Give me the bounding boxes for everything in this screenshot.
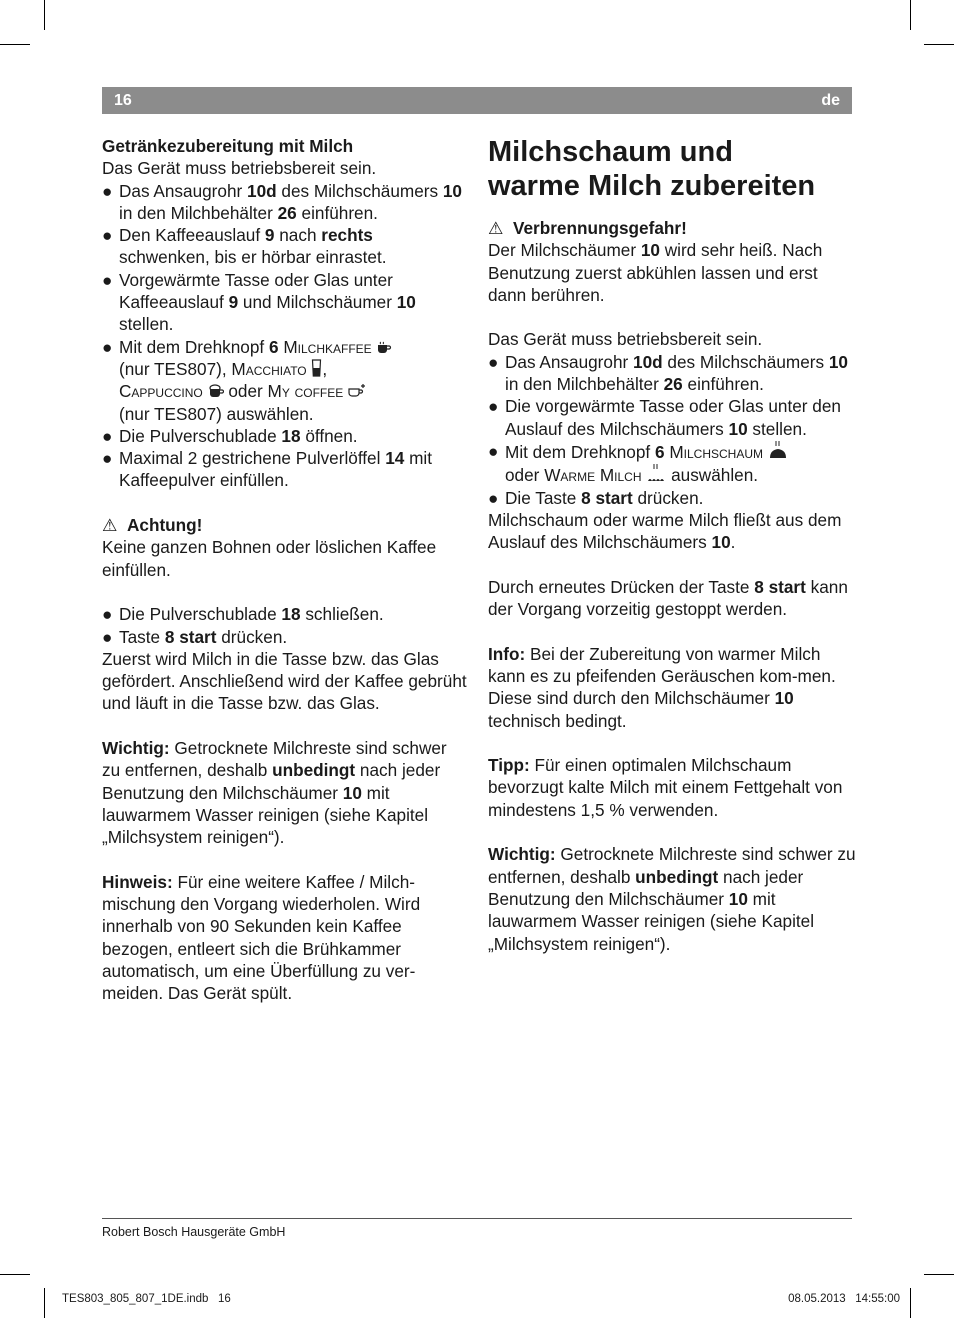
list-item: ● Maximal 2 gestrichene Pulverlöffel 14 mit Kaffeepulver einfüllen. — [102, 448, 433, 491]
bullet-icon: ● — [102, 626, 113, 647]
info-note: Info: Bei der Zubereitung von warmer Milch kann es zu pfeifenden Geräuschen kom-men. Diese sind durch den Milchschäumer 10 technisch bedingt. — [488, 643, 836, 731]
warning-icon: ⚠ — [488, 218, 504, 238]
intro-text: Das Gerät muss betriebsbereit sein. — [102, 158, 377, 179]
warning-icon: ⚠ — [102, 515, 118, 536]
tip-note: Tipp: Für einen optimalen Milchschaum bevorzugt kalte Milch mit einem Fettgehalt von mindestens 1,5 % verwenden. — [488, 755, 843, 820]
crop-mark — [924, 44, 954, 45]
bullet-icon: ● — [102, 448, 113, 469]
bullet-icon: ● — [102, 425, 113, 446]
section-title: Milchschaum und warme Milch zubereiten — [488, 136, 816, 202]
crop-mark — [44, 1288, 45, 1318]
crop-mark — [0, 44, 30, 45]
warning-heading: ⚠ Verbrennungsgefahr! — [488, 218, 687, 238]
warning-text: Der Milchschäumer 10 wird sehr heiß. Nach Benutzung zuerst abkühlen lassen und erst dann berühren. — [488, 240, 823, 305]
page-number: 16 — [114, 92, 132, 109]
macchiato-glass-icon — [311, 359, 322, 377]
bullet-icon: ● — [102, 604, 113, 625]
warm-milk-icon — [646, 463, 666, 483]
bullet-icon: ● — [102, 336, 113, 357]
warning-text: Keine ganzen Bohnen oder löslichen Kaffee einfüllen. — [102, 537, 437, 580]
stop-text: Durch erneutes Drücken der Taste 8 start kann der Vorgang vorzeitig gestoppt werden. — [488, 576, 848, 620]
print-slug-file: TES803_805_807_1DE.indb 16 — [62, 1293, 231, 1305]
cappuccino-cup-icon — [208, 383, 224, 399]
crop-mark — [0, 1274, 30, 1275]
list-item: ● Das Ansaugrohr 10d des Milchschäumers 10 in den Milchbehälter 26 einführen. — [102, 180, 462, 223]
section-heading: Getränkezubereitung mit Milch — [102, 136, 354, 156]
bullet-icon: ● — [102, 269, 113, 290]
intro-text: Das Gerät muss betriebsbereit sein. — [488, 329, 763, 350]
process-text: Zuerst wird Milch in die Tasse bzw. das Glas gefördert. Anschließend wird der Kaffee gebrüht und läuft in die Tasse bzw. das Glas. — [102, 648, 467, 714]
language-code: de — [821, 92, 840, 109]
milk-foam-icon — [768, 440, 788, 460]
bullet-icon: ● — [102, 180, 113, 201]
crop-mark — [44, 0, 45, 30]
right-column — [488, 135, 858, 955]
important-note: Wichtig: Getrocknete Milchreste sind schwer zu entfernen, deshalb unbedingt nach jeder Benutzung den Milchschäumer 10 mit lauwarmem Wasser reinigen (siehe Kapitel „Milchsystem reinigen“). — [102, 738, 447, 848]
list-item: ● Vorgewärmte Tasse oder Glas unter Kaffeeauslauf 9 und Milchschäumer 10 stellen. — [102, 269, 416, 335]
page-header-bar — [102, 87, 852, 114]
flow-text: Milchschaum oder warme Milch fließt aus dem Auslauf des Milchschäumers 10. — [488, 509, 842, 553]
bullet-icon: ● — [488, 487, 499, 508]
list-item: ● Die Pulverschublade 18 schließen. — [102, 604, 384, 625]
milk-coffee-icon — [376, 341, 392, 355]
footer-divider — [102, 1218, 852, 1219]
print-slug-date: 08.05.2013 14:55:00 — [788, 1293, 900, 1305]
bullet-icon: ● — [488, 396, 499, 417]
bullet-icon: ● — [102, 225, 113, 246]
bullet-icon: ● — [488, 440, 499, 461]
warning-heading: ⚠ Achtung! — [102, 515, 203, 536]
left-column — [102, 135, 468, 1005]
my-coffee-icon — [348, 383, 366, 399]
footer-company: Robert Bosch Hausgeräte GmbH — [102, 1225, 286, 1239]
crop-mark — [924, 1274, 954, 1275]
bullet-icon: ● — [488, 351, 499, 372]
crop-mark — [910, 1288, 911, 1318]
list-item: ● Die vorgewärmte Tasse oder Glas unter den Auslauf des Milchschäumers 10 stellen. — [488, 396, 841, 439]
list-item: ● Taste 8 start drücken. — [102, 626, 288, 647]
crop-mark — [910, 0, 911, 30]
list-item: ● Mit dem Drehknopf 6 Milchkaffee (nur TES807), Macchiato , Cappuccino oder My coffee (nur TES807) auswählen. — [102, 336, 468, 425]
list-item: ● Den Kaffeeauslauf 9 nach rechts schwenken, bis er hörbar einrastet. — [102, 225, 387, 268]
important-note: Wichtig: Getrocknete Milchreste sind schwer zu entfernen, deshalb unbedingt nach jeder Benutzung den Milchschäumer 10 mit lauwarmem Wasser reinigen (siehe Kapitel „Milchsystem reinigen“). — [488, 844, 856, 954]
list-item: ● Die Pulverschublade 18 öffnen. — [102, 425, 358, 446]
list-item: ● Mit dem Drehknopf 6 Milchschaum oder Warme Milch auswählen. — [488, 440, 858, 487]
list-item: ● Die Taste 8 start drücken. — [488, 487, 704, 508]
hint-note: Hinweis: Für eine weitere Kaffee / Milch-mischung den Vorgang wiederholen. Wird innerhalb von 90 Sekunden kein Kaffee bezogen, entleert sich die Brühkammer automatisch, um eine Überfüllung zu ver-meiden. Das Gerät spült. — [102, 871, 421, 1004]
list-item: ● Das Ansaugrohr 10d des Milchschäumers 10 in den Milchbehälter 26 einführen. — [488, 351, 848, 395]
